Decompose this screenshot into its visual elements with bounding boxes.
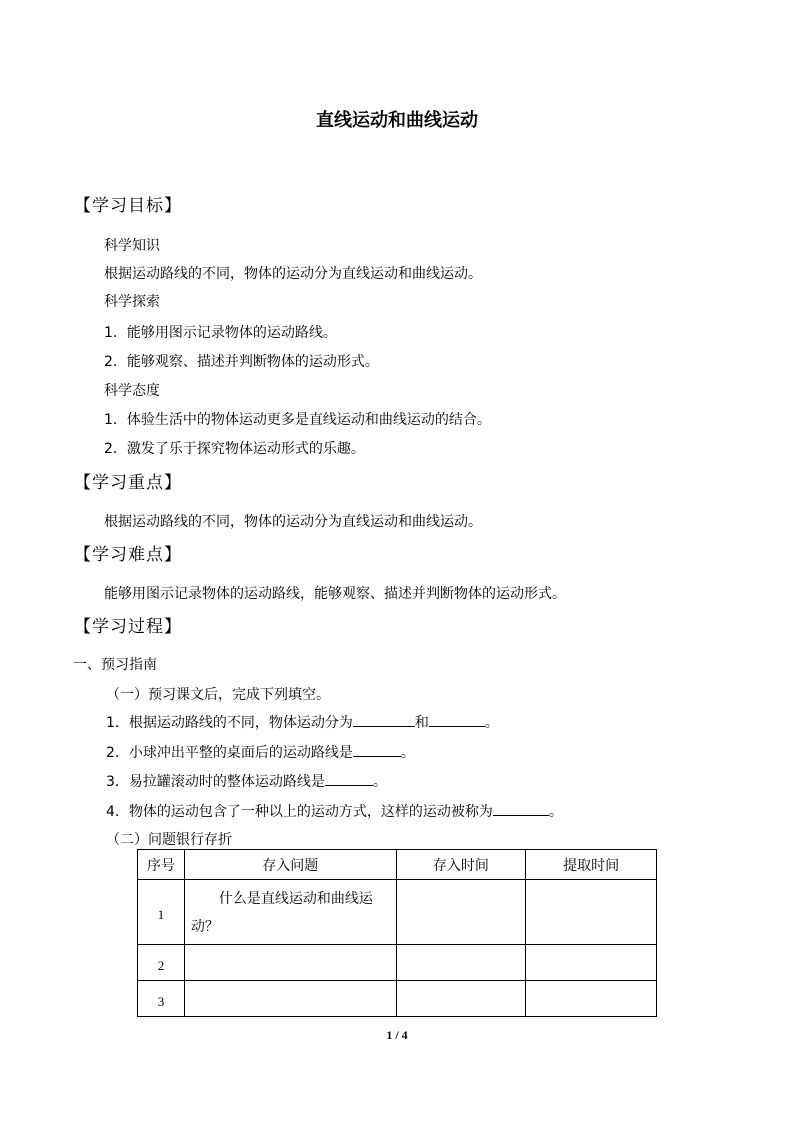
attitude-item-1: 1．体验生活中的物体运动更多是直线运动和曲线运动的结合。 bbox=[104, 412, 491, 428]
question-3-text: 3．易拉罐滚动时的整体运动路线是 bbox=[106, 774, 325, 790]
column-header: 存入问题 bbox=[184, 850, 396, 880]
section-preview-guide: 一、预习指南 bbox=[73, 657, 157, 673]
row-number: 2 bbox=[138, 945, 185, 981]
key-points-text: 根据运动路线的不同，物体的运动分为直线运动和曲线运动。 bbox=[104, 514, 482, 530]
question-cell[interactable] bbox=[184, 945, 396, 981]
deposit-time-cell[interactable] bbox=[396, 981, 526, 1017]
answer-blank[interactable] bbox=[353, 712, 415, 727]
heading-learning-process: 【学习过程】 bbox=[74, 617, 182, 637]
column-header: 序号 bbox=[138, 850, 185, 880]
question-3 bbox=[106, 771, 387, 791]
question-1-text: 1．根据运动路线的不同，物体运动分为 bbox=[106, 715, 353, 731]
question-1-and: 和 bbox=[414, 715, 429, 731]
question-2-end: 。 bbox=[400, 745, 415, 761]
explore-label: 科学探索 bbox=[104, 294, 160, 310]
question-bank-table bbox=[137, 849, 657, 1017]
column-header: 存入时间 bbox=[396, 850, 526, 880]
question-4-text: 4．物体的运动包含了一种以上的运动方式，这样的运动被称为 bbox=[106, 804, 493, 820]
question-2-text: 2．小球冲出平整的桌面后的运动路线是 bbox=[106, 745, 353, 761]
row-number: 3 bbox=[138, 981, 185, 1017]
page-number: 1 / 4 bbox=[386, 1028, 408, 1042]
question-cell bbox=[184, 880, 396, 945]
answer-blank[interactable] bbox=[493, 801, 549, 816]
question-3-end: 。 bbox=[372, 774, 387, 790]
withdraw-time-cell[interactable] bbox=[526, 880, 657, 945]
deposit-time-cell[interactable] bbox=[396, 880, 526, 945]
question-text: 什么是直线运动和曲线运动？ bbox=[190, 891, 373, 935]
knowledge-text: 根据运动路线的不同，物体的运动分为直线运动和曲线运动。 bbox=[104, 266, 482, 282]
question-4-end: 。 bbox=[548, 804, 563, 820]
difficulty-text: 能够用图示记录物体的运动路线，能够观察、描述并判断物体的运动形式。 bbox=[104, 586, 566, 602]
knowledge-label: 科学知识 bbox=[104, 238, 160, 254]
explore-item-1: 1．能够用图示记录物体的运动路线。 bbox=[104, 325, 337, 341]
heading-learning-goals: 【学习目标】 bbox=[74, 196, 182, 216]
table-row bbox=[138, 945, 657, 981]
answer-blank[interactable] bbox=[325, 771, 373, 786]
table-row bbox=[138, 880, 657, 945]
withdraw-time-cell[interactable] bbox=[526, 981, 657, 1017]
question-1-end: 。 bbox=[484, 715, 499, 731]
document-title: 直线运动和曲线运动 bbox=[316, 110, 478, 131]
column-header: 提取时间 bbox=[526, 850, 657, 880]
answer-blank[interactable] bbox=[353, 742, 401, 757]
answer-blank[interactable] bbox=[429, 712, 485, 727]
attitude-item-2: 2．激发了乐于探究物体运动形式的乐趣。 bbox=[104, 441, 365, 457]
question-2 bbox=[106, 742, 415, 762]
table-row bbox=[138, 981, 657, 1017]
heading-key-points: 【学习重点】 bbox=[74, 473, 182, 493]
subsection-question-bank: （二）问题银行存折 bbox=[106, 832, 232, 848]
subsection-fill-blanks: （一）预习课文后，完成下列填空。 bbox=[106, 687, 330, 703]
heading-difficulty: 【学习难点】 bbox=[74, 545, 182, 565]
row-number: 1 bbox=[138, 880, 185, 945]
question-4 bbox=[106, 801, 563, 821]
deposit-time-cell[interactable] bbox=[396, 945, 526, 981]
question-cell[interactable] bbox=[184, 981, 396, 1017]
explore-item-2: 2．能够观察、描述并判断物体的运动形式。 bbox=[104, 354, 379, 370]
question-1 bbox=[106, 712, 499, 732]
attitude-label: 科学态度 bbox=[104, 383, 160, 399]
table-header-row bbox=[138, 850, 657, 880]
withdraw-time-cell[interactable] bbox=[526, 945, 657, 981]
